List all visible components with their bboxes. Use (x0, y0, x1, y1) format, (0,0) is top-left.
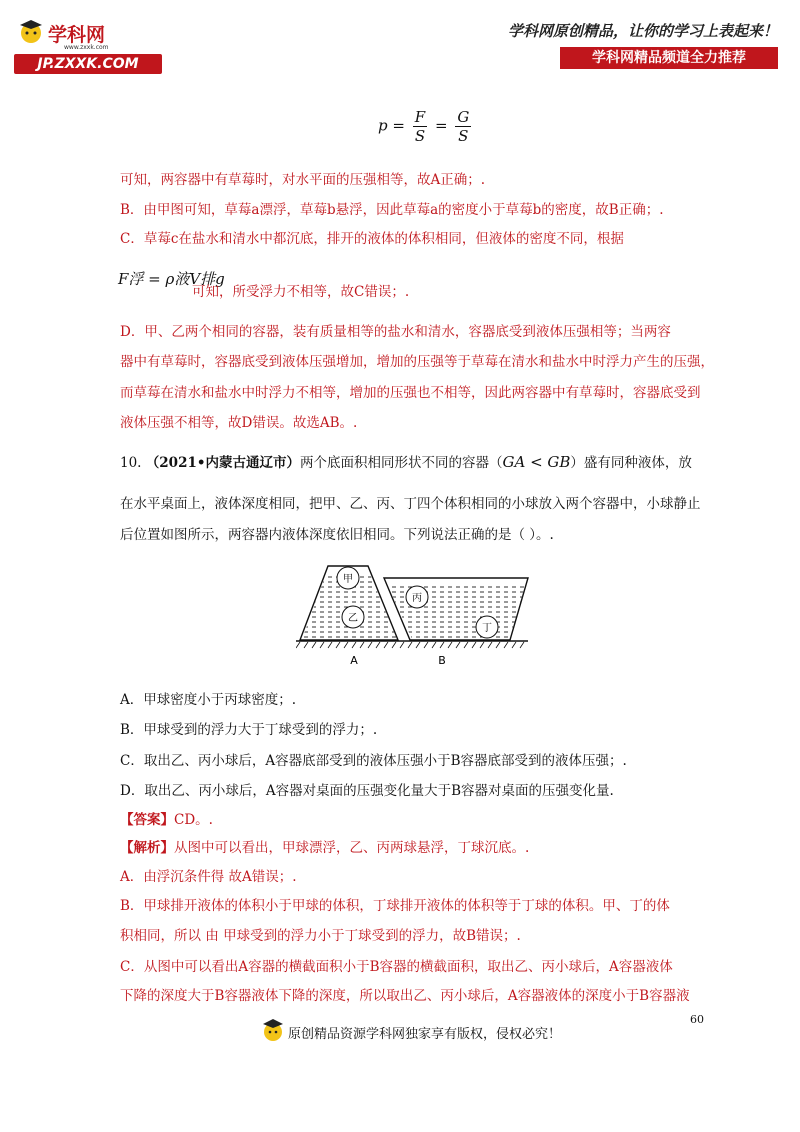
question-text: 两个底面积相同形状不同的容器（ (299, 455, 503, 471)
question-condition: GA < GB (502, 453, 571, 471)
ball-ding-label: 丁 (482, 623, 492, 634)
formula-equals: = (392, 116, 405, 135)
logo-text: 学科网 (48, 24, 106, 46)
option-c: C．取出乙、丙小球后，A容器底部受到的液体压强小于B容器底部受到的液体压强；. (120, 753, 627, 769)
site-logo[interactable] (14, 18, 164, 76)
option-b: B．甲球受到的浮力大于丁球受到的浮力；. (120, 722, 378, 738)
ball-jia-label: 甲 (343, 574, 353, 585)
containers-figure (296, 560, 536, 670)
mascot-icon (18, 18, 44, 44)
ball-yi-label: 乙 (348, 613, 358, 624)
analysis-line: C．从图中可以看出A容器的横截面积小于B容器的横截面积，取出乙、丙小球后，A容器液体 (120, 959, 673, 975)
header-channel-banner: 学科网精品频道全力推荐 (560, 47, 778, 69)
formula-F: F (414, 108, 426, 126)
formula-S2: S (458, 127, 469, 145)
text-line: C．草莓c在盐水和清水中都沉底，排开的液体的体积相同，但液体的密度不同，根据 (120, 231, 624, 247)
analysis-line: 积相同，所以 由 甲球受到的浮力小于丁球受到的浮力，故B错误；. (120, 928, 521, 944)
buoyancy-formula: F浮 = ρ液V排g (118, 270, 225, 288)
question-source: （2021•内蒙古通辽市） (145, 455, 300, 471)
question-text: ）盛有同种液体，放 (570, 455, 692, 471)
mascot-icon (262, 1017, 284, 1043)
formula-G: G (457, 108, 470, 126)
text-line: 而草莓在清水和盐水中时浮力不相等，增加的压强也不相等，因此两容器中有草莓时，容器底受到 (120, 385, 701, 401)
analysis-line: 下降的深度大于B容器液体下降的深度，所以取出乙、丙小球后，A容器液体的深度小于B容器液 (120, 988, 690, 1004)
copyright-footer: 原创精品资源学科网独家享有版权，侵权必究！ (288, 1027, 562, 1042)
text-line: 可知，所受浮力不相等，故C错误；. (192, 284, 410, 300)
question-line-2: 在水平桌面上，液体深度相同，把甲、乙、丙、丁四个体积相同的小球放入两个容器中，小球静止 (120, 496, 701, 512)
analysis-line: A．由浮沉条件得 故A错误；. (120, 869, 297, 885)
logo-url: www.zxxk.com (64, 44, 109, 51)
text-line: D．甲、乙两个相同的容器，装有质量相等的盐水和清水，容器底受到液体压强相等；当两容 (120, 324, 671, 340)
label-b: B (438, 654, 446, 667)
question-line-3: 后位置如图所示，两容器内液体深度依旧相同。下列说法正确的是（ ）。. (120, 527, 554, 543)
header-slogan: 学科网原创精品，让你的学习上表起来！ (507, 22, 778, 40)
answer-text: CD。. (174, 812, 213, 828)
text-line: 液体压强不相等，故D错误。故选AB。. (120, 415, 358, 431)
option-d: D．取出乙、丙小球后，A容器对桌面的压强变化量大于B容器对桌面的压强变化量. (120, 783, 614, 799)
table-hatching (296, 642, 524, 648)
formula-S1: S (414, 127, 426, 145)
formula-equals-2: = (434, 116, 448, 135)
analysis-intro: 从图中可以看出，甲球漂浮，乙、丙两球悬浮，丁球沉底。. (174, 840, 530, 856)
logo-url-bar: JP.ZXXK.COM (14, 54, 162, 74)
answer-tag: 【答案】 (120, 812, 174, 828)
text-line: 器中有草莓时，容器底受到液体压强增加，增加的压强等于草莓在清水和盐水中时浮力产生的压强， (120, 354, 714, 370)
analysis-intro-line (120, 838, 529, 858)
page-number: 60 (690, 1013, 704, 1026)
pressure-formula (378, 108, 474, 145)
text-line: B．由甲图可知，草莓a漂浮，草莓b悬浮，因此草莓a的密度小于草莓b的密度，故B正确；. (120, 202, 664, 218)
question-line-1 (120, 452, 692, 473)
ball-bing-label: 丙 (412, 593, 422, 604)
formula-p: p (378, 116, 388, 135)
analysis-tag: 【解析】 (120, 840, 174, 856)
analysis-line: B．甲球排开液体的体积小于甲球的体积，丁球排开液体的体积等于丁球的体积。甲、丁的体 (120, 898, 670, 914)
text-line: 可知，两容器中有草莓时，对水平面的压强相等，故A正确；. (120, 172, 486, 188)
answer-line (120, 810, 213, 830)
question-number: 10. (120, 455, 142, 471)
option-a: A．甲球密度小于丙球密度；. (120, 692, 297, 708)
label-a: A (350, 654, 358, 667)
